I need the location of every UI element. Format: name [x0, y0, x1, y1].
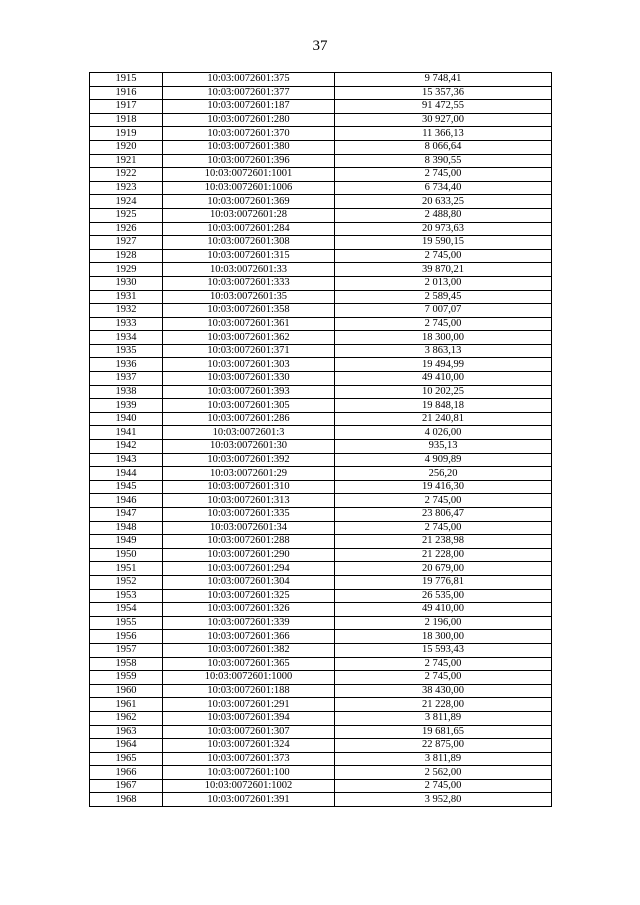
row-number-cell: 1916 [90, 86, 163, 100]
cadastral-number-cell: 10:03:0072601:280 [163, 113, 335, 127]
table-row [90, 657, 552, 671]
amount-cell: 21 228,00 [335, 548, 552, 562]
amount-cell: 2 589,45 [335, 290, 552, 304]
cadastral-number-cell: 10:03:0072601:375 [163, 73, 335, 87]
cadastral-number-cell: 10:03:0072601:333 [163, 276, 335, 290]
row-number-cell: 1924 [90, 195, 163, 209]
table-row [90, 317, 552, 331]
cadastral-number-cell: 10:03:0072601:391 [163, 793, 335, 807]
row-number-cell: 1929 [90, 263, 163, 277]
amount-cell: 256,20 [335, 467, 552, 481]
table-row [90, 575, 552, 589]
cadastral-number-cell: 10:03:0072601:294 [163, 562, 335, 576]
table-row [90, 494, 552, 508]
amount-cell: 3 952,80 [335, 793, 552, 807]
table-row [90, 399, 552, 413]
row-number-cell: 1967 [90, 779, 163, 793]
table-row [90, 372, 552, 386]
amount-cell: 3 811,89 [335, 711, 552, 725]
table-row [90, 779, 552, 793]
amount-cell: 20 679,00 [335, 562, 552, 576]
table-row [90, 711, 552, 725]
amount-cell: 2 745,00 [335, 671, 552, 685]
table-row [90, 412, 552, 426]
table-row [90, 643, 552, 657]
amount-cell: 23 806,47 [335, 508, 552, 522]
row-number-cell: 1931 [90, 290, 163, 304]
amount-cell: 21 238,98 [335, 535, 552, 549]
amount-cell: 11 366,13 [335, 127, 552, 141]
amount-cell: 19 776,81 [335, 575, 552, 589]
amount-cell: 18 300,00 [335, 630, 552, 644]
table-row [90, 195, 552, 209]
table-row [90, 766, 552, 780]
table-row [90, 304, 552, 318]
table-row [90, 276, 552, 290]
amount-cell: 22 875,00 [335, 739, 552, 753]
table-row [90, 589, 552, 603]
table-row [90, 222, 552, 236]
table-row [90, 508, 552, 522]
amount-cell: 2 562,00 [335, 766, 552, 780]
cadastral-number-cell: 10:03:0072601:310 [163, 480, 335, 494]
cadastral-number-cell: 10:03:0072601:308 [163, 236, 335, 250]
cadastral-number-cell: 10:03:0072601:365 [163, 657, 335, 671]
row-number-cell: 1919 [90, 127, 163, 141]
row-number-cell: 1940 [90, 412, 163, 426]
amount-cell: 19 416,30 [335, 480, 552, 494]
cadastral-number-cell: 10:03:0072601:33 [163, 263, 335, 277]
row-number-cell: 1925 [90, 208, 163, 222]
table-row [90, 793, 552, 807]
amount-cell: 2 745,00 [335, 168, 552, 182]
amount-cell: 30 927,00 [335, 113, 552, 127]
cadastral-number-cell: 10:03:0072601:358 [163, 304, 335, 318]
row-number-cell: 1936 [90, 358, 163, 372]
amount-cell: 6 734,40 [335, 181, 552, 195]
cadastral-number-cell: 10:03:0072601:29 [163, 467, 335, 481]
amount-cell: 2 745,00 [335, 779, 552, 793]
amount-cell: 935,13 [335, 440, 552, 454]
row-number-cell: 1952 [90, 575, 163, 589]
table-row [90, 358, 552, 372]
row-number-cell: 1942 [90, 440, 163, 454]
cadastral-number-cell: 10:03:0072601:380 [163, 140, 335, 154]
table-row [90, 521, 552, 535]
row-number-cell: 1915 [90, 73, 163, 87]
row-number-cell: 1941 [90, 426, 163, 440]
cadastral-number-cell: 10:03:0072601:3 [163, 426, 335, 440]
amount-cell: 20 633,25 [335, 195, 552, 209]
amount-cell: 49 410,00 [335, 372, 552, 386]
row-number-cell: 1938 [90, 385, 163, 399]
cadastral-number-cell: 10:03:0072601:315 [163, 249, 335, 263]
row-number-cell: 1960 [90, 684, 163, 698]
row-number-cell: 1934 [90, 331, 163, 345]
row-number-cell: 1958 [90, 657, 163, 671]
row-number-cell: 1951 [90, 562, 163, 576]
row-number-cell: 1943 [90, 453, 163, 467]
amount-cell: 4 026,00 [335, 426, 552, 440]
cadastral-number-cell: 10:03:0072601:303 [163, 358, 335, 372]
table-row [90, 671, 552, 685]
amount-cell: 7 007,07 [335, 304, 552, 318]
row-number-cell: 1965 [90, 752, 163, 766]
table-row [90, 290, 552, 304]
cadastral-number-cell: 10:03:0072601:100 [163, 766, 335, 780]
amount-cell: 3 811,89 [335, 752, 552, 766]
cadastral-number-cell: 10:03:0072601:30 [163, 440, 335, 454]
row-number-cell: 1944 [90, 467, 163, 481]
row-number-cell: 1954 [90, 603, 163, 617]
page-number: 37 [312, 38, 328, 54]
table-row [90, 426, 552, 440]
row-number-cell: 1968 [90, 793, 163, 807]
cadastral-number-cell: 10:03:0072601:369 [163, 195, 335, 209]
amount-cell: 38 430,00 [335, 684, 552, 698]
cadastral-number-cell: 10:03:0072601:34 [163, 521, 335, 535]
row-number-cell: 1966 [90, 766, 163, 780]
cadastral-number-cell: 10:03:0072601:339 [163, 616, 335, 630]
amount-cell: 3 863,13 [335, 344, 552, 358]
row-number-cell: 1932 [90, 304, 163, 318]
row-number-cell: 1920 [90, 140, 163, 154]
table-row [90, 616, 552, 630]
cadastral-number-cell: 10:03:0072601:187 [163, 100, 335, 114]
cadastral-number-cell: 10:03:0072601:305 [163, 399, 335, 413]
table-row [90, 440, 552, 454]
cadastral-number-cell: 10:03:0072601:324 [163, 739, 335, 753]
amount-cell: 19 848,18 [335, 399, 552, 413]
row-number-cell: 1922 [90, 168, 163, 182]
cadastral-number-cell: 10:03:0072601:335 [163, 508, 335, 522]
cadastral-number-cell: 10:03:0072601:362 [163, 331, 335, 345]
cadastral-number-cell: 10:03:0072601:370 [163, 127, 335, 141]
table-row [90, 698, 552, 712]
cadastral-number-cell: 10:03:0072601:291 [163, 698, 335, 712]
cadastral-number-cell: 10:03:0072601:393 [163, 385, 335, 399]
amount-cell: 2 488,80 [335, 208, 552, 222]
table-row [90, 154, 552, 168]
row-number-cell: 1946 [90, 494, 163, 508]
cadastral-number-cell: 10:03:0072601:396 [163, 154, 335, 168]
cadastral-number-cell: 10:03:0072601:28 [163, 208, 335, 222]
cadastral-number-cell: 10:03:0072601:366 [163, 630, 335, 644]
cadastral-number-cell: 10:03:0072601:382 [163, 643, 335, 657]
row-number-cell: 1955 [90, 616, 163, 630]
amount-cell: 20 973,63 [335, 222, 552, 236]
cadastral-number-cell: 10:03:0072601:371 [163, 344, 335, 358]
amount-cell: 26 535,00 [335, 589, 552, 603]
cadastral-number-cell: 10:03:0072601:373 [163, 752, 335, 766]
cadastral-number-cell: 10:03:0072601:188 [163, 684, 335, 698]
cadastral-number-cell: 10:03:0072601:1002 [163, 779, 335, 793]
cadastral-number-cell: 10:03:0072601:326 [163, 603, 335, 617]
row-number-cell: 1923 [90, 181, 163, 195]
table-row [90, 603, 552, 617]
row-number-cell: 1921 [90, 154, 163, 168]
row-number-cell: 1947 [90, 508, 163, 522]
row-number-cell: 1918 [90, 113, 163, 127]
amount-cell: 8 390,55 [335, 154, 552, 168]
parcel-table [89, 72, 552, 807]
amount-cell: 18 300,00 [335, 331, 552, 345]
row-number-cell: 1957 [90, 643, 163, 657]
cadastral-number-cell: 10:03:0072601:307 [163, 725, 335, 739]
row-number-cell: 1928 [90, 249, 163, 263]
table-row [90, 562, 552, 576]
amount-cell: 19 681,65 [335, 725, 552, 739]
row-number-cell: 1945 [90, 480, 163, 494]
amount-cell: 21 240,81 [335, 412, 552, 426]
table-row [90, 249, 552, 263]
table-body [90, 73, 552, 807]
row-number-cell: 1964 [90, 739, 163, 753]
table-row [90, 181, 552, 195]
table-row [90, 331, 552, 345]
table-row [90, 725, 552, 739]
row-number-cell: 1953 [90, 589, 163, 603]
row-number-cell: 1949 [90, 535, 163, 549]
amount-cell: 91 472,55 [335, 100, 552, 114]
table-row [90, 236, 552, 250]
amount-cell: 15 357,36 [335, 86, 552, 100]
amount-cell: 2 745,00 [335, 494, 552, 508]
amount-cell: 49 410,00 [335, 603, 552, 617]
amount-cell: 15 593,43 [335, 643, 552, 657]
row-number-cell: 1950 [90, 548, 163, 562]
amount-cell: 10 202,25 [335, 385, 552, 399]
row-number-cell: 1917 [90, 100, 163, 114]
row-number-cell: 1961 [90, 698, 163, 712]
table-row [90, 467, 552, 481]
amount-cell: 2 745,00 [335, 249, 552, 263]
cadastral-number-cell: 10:03:0072601:392 [163, 453, 335, 467]
table-row [90, 535, 552, 549]
cadastral-number-cell: 10:03:0072601:35 [163, 290, 335, 304]
table-row [90, 100, 552, 114]
cadastral-number-cell: 10:03:0072601:290 [163, 548, 335, 562]
table-row [90, 208, 552, 222]
row-number-cell: 1926 [90, 222, 163, 236]
cadastral-number-cell: 10:03:0072601:1000 [163, 671, 335, 685]
row-number-cell: 1956 [90, 630, 163, 644]
table-row [90, 453, 552, 467]
table-row [90, 127, 552, 141]
table-row [90, 86, 552, 100]
amount-cell: 9 748,41 [335, 73, 552, 87]
cadastral-number-cell: 10:03:0072601:361 [163, 317, 335, 331]
table-row [90, 739, 552, 753]
amount-cell: 8 066,64 [335, 140, 552, 154]
amount-cell: 2 745,00 [335, 521, 552, 535]
table-row [90, 752, 552, 766]
cadastral-number-cell: 10:03:0072601:330 [163, 372, 335, 386]
row-number-cell: 1935 [90, 344, 163, 358]
amount-cell: 2 745,00 [335, 317, 552, 331]
row-number-cell: 1933 [90, 317, 163, 331]
amount-cell: 2 013,00 [335, 276, 552, 290]
cadastral-number-cell: 10:03:0072601:1001 [163, 168, 335, 182]
cadastral-number-cell: 10:03:0072601:284 [163, 222, 335, 236]
row-number-cell: 1927 [90, 236, 163, 250]
row-number-cell: 1963 [90, 725, 163, 739]
row-number-cell: 1937 [90, 372, 163, 386]
table-row [90, 113, 552, 127]
table-row [90, 73, 552, 87]
amount-cell: 2 745,00 [335, 657, 552, 671]
amount-cell: 2 196,00 [335, 616, 552, 630]
cadastral-number-cell: 10:03:0072601:288 [163, 535, 335, 549]
cadastral-number-cell: 10:03:0072601:377 [163, 86, 335, 100]
row-number-cell: 1959 [90, 671, 163, 685]
table-row [90, 168, 552, 182]
table-row [90, 344, 552, 358]
amount-cell: 19 590,15 [335, 236, 552, 250]
cadastral-number-cell: 10:03:0072601:313 [163, 494, 335, 508]
table-row [90, 385, 552, 399]
table-row [90, 548, 552, 562]
row-number-cell: 1962 [90, 711, 163, 725]
row-number-cell: 1930 [90, 276, 163, 290]
table-row [90, 263, 552, 277]
table-row [90, 630, 552, 644]
amount-cell: 19 494,99 [335, 358, 552, 372]
table-row [90, 480, 552, 494]
table-row [90, 684, 552, 698]
amount-cell: 4 909,89 [335, 453, 552, 467]
row-number-cell: 1939 [90, 399, 163, 413]
cadastral-number-cell: 10:03:0072601:304 [163, 575, 335, 589]
table-row [90, 140, 552, 154]
cadastral-number-cell: 10:03:0072601:325 [163, 589, 335, 603]
amount-cell: 39 870,21 [335, 263, 552, 277]
cadastral-number-cell: 10:03:0072601:1006 [163, 181, 335, 195]
cadastral-number-cell: 10:03:0072601:286 [163, 412, 335, 426]
cadastral-number-cell: 10:03:0072601:394 [163, 711, 335, 725]
row-number-cell: 1948 [90, 521, 163, 535]
amount-cell: 21 228,00 [335, 698, 552, 712]
